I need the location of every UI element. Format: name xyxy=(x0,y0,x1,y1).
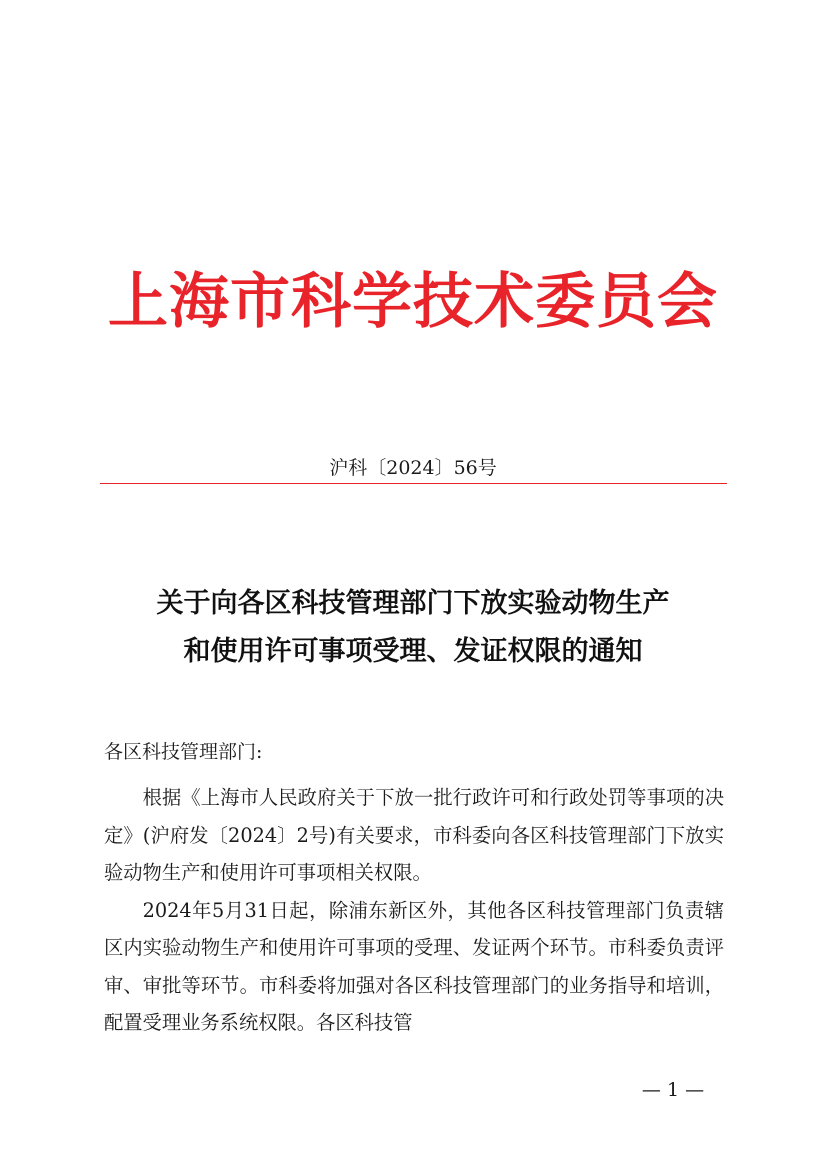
salutation: 各区科技管理部门: xyxy=(104,741,263,763)
notice-title-line-2: 和使用许可事项受理、发证权限的通知 xyxy=(183,636,643,667)
page-number: — 1 — xyxy=(641,1079,705,1101)
red-divider-line xyxy=(100,483,727,484)
paragraph-2: 2024年5月31日起，除浦东新区外，其他各区科技管理部门负责辖区内实验动物生产和使用许可事项的受理、发证两个环节。市科委负责评审、审批等环节。市科委将加强对各区科技管理部门的业务指导和培训，配置受理业务系统权限。各区科技管 xyxy=(104,898,724,1034)
paragraph-1: 根据《上海市人民政府关于下放一批行政许可和行政处罚等事项的决定》(沪府发〔2024〕2号)有关要求，市科委向各区科技管理部门下放实验动物生产和使用许可事项相关权限。 xyxy=(104,786,724,884)
notice-title-line-1: 关于向各区科技管理部门下放实验动物生产 xyxy=(156,588,670,619)
document-number: 沪科〔2024〕56号 xyxy=(329,457,497,479)
body-text xyxy=(104,779,724,1042)
notice-title xyxy=(0,580,826,676)
issuer-title: 上海市科学技术委员会 xyxy=(108,267,718,337)
